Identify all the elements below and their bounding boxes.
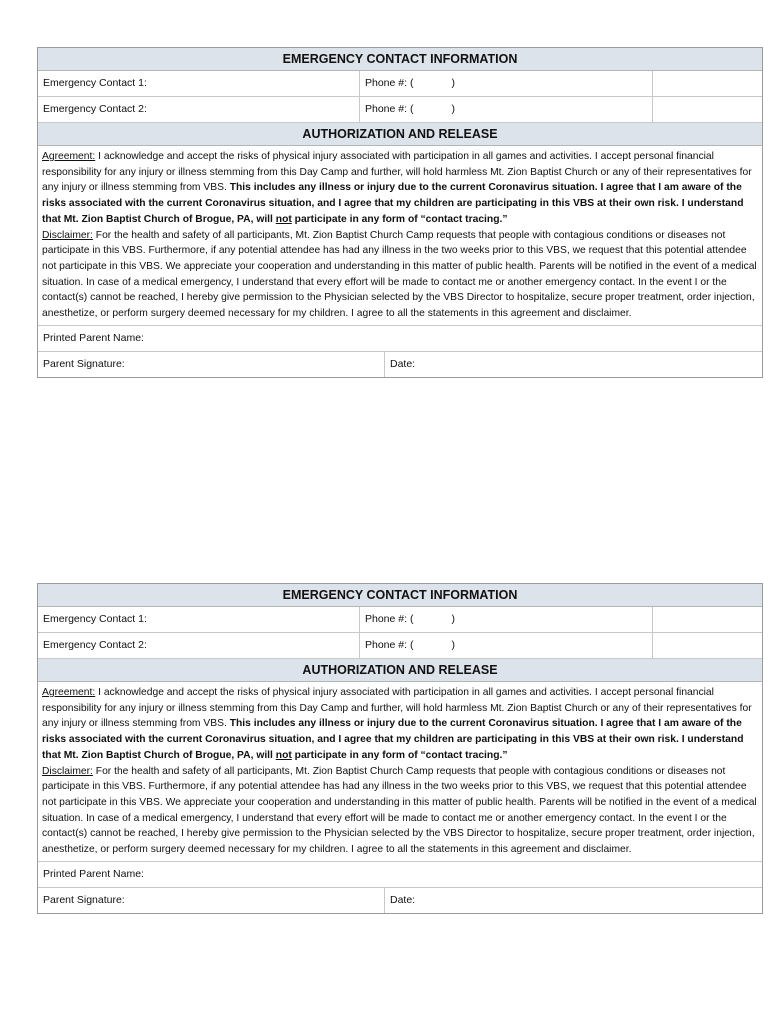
- emergency-contact-1-label: Emergency Contact 1:: [43, 613, 147, 625]
- release-form-2: [37, 583, 763, 914]
- emergency-contact-2-field[interactable]: [38, 633, 360, 658]
- phone-close-paren: ): [451, 613, 455, 625]
- disclaimer-text: For the health and safety of all participants, Mt. Zion Baptist Church Camp requests that people with contagious conditions or diseases not participate in this VBS. Furthermore, if any potential attendee has had any illness in the two weeks prior to this VBS, we request that this potential attendee not participate in this VBS. We appreciate your cooperation and understanding in this matter of public health. Parents will be notified in the event of a medical situation. In case of a medical emergency, I understand that every effort will be made to contact me or another emergency contact. In the event I or the contact(s) cannot be reached, I hereby give permission to the Physician selected by the VBS Director to hospitalize, secure proper treatment, order injection, anesthetize, or perform surgery deemed necessary for my children. I agree to all the statements in this agreement and disclaimer.: [42, 765, 757, 856]
- phone-2-field[interactable]: [360, 97, 653, 122]
- phone-1-field[interactable]: [360, 71, 653, 96]
- emergency-contact-2-row: [38, 633, 762, 659]
- emergency-contact-2-label: Emergency Contact 2:: [43, 639, 147, 651]
- emergency-contact-1-label: Emergency Contact 1:: [43, 77, 147, 89]
- phone-2-field[interactable]: [360, 633, 653, 658]
- agreement-not-word: not: [275, 749, 292, 761]
- phone-1-extra-field[interactable]: [653, 71, 762, 96]
- parent-signature-field[interactable]: [38, 352, 385, 377]
- phone-label: Phone #: (: [365, 613, 414, 625]
- phone-1-field[interactable]: [360, 607, 653, 632]
- agreement-disclaimer-text: [38, 682, 762, 862]
- printed-parent-name-field[interactable]: [38, 326, 762, 351]
- signature-row: [38, 888, 762, 913]
- parent-signature-field[interactable]: [38, 888, 385, 913]
- phone-2-extra-field[interactable]: [653, 97, 762, 122]
- phone-label: Phone #: (: [365, 103, 414, 115]
- emergency-contact-header: EMERGENCY CONTACT INFORMATION: [38, 48, 762, 71]
- authorization-header: AUTHORIZATION AND RELEASE: [38, 123, 762, 146]
- signature-row: [38, 352, 762, 377]
- agreement-text: I acknowledge and accept the risks of physical injury associated with participation in all games and activities. I accept personal financial responsibility for any injury or illness stemming from this Day Camp and further, will hold harmless Mt. Zion Baptist Church or any of their representatives for any injury or illness stemming from VBS.: [42, 151, 752, 194]
- agreement-bold-end: participate in any form of “contact tracing.”: [291, 749, 508, 761]
- agreement-text: I acknowledge and accept the risks of physical injury associated with participation in all games and activities. I accept personal financial responsibility for any injury or illness stemming from this Day Camp and further, will hold harmless Mt. Zion Baptist Church or any of their representatives for any injury or illness stemming from VBS.: [42, 687, 752, 730]
- emergency-contact-2-row: [38, 97, 762, 123]
- agreement-bold-text: This includes any illness or injury due to the current Coronavirus situation. I agree that I am aware of the risks associated with the current Coronavirus situation, and I agree that my children are participating in this VBS at their own risk. I understand that Mt. Zion Baptist Church of Brogue, PA, will: [42, 718, 744, 761]
- date-label: Date:: [390, 357, 416, 370]
- emergency-contact-header: EMERGENCY CONTACT INFORMATION: [38, 584, 762, 607]
- phone-1-extra-field[interactable]: [653, 607, 762, 632]
- emergency-contact-1-row: [38, 71, 762, 97]
- emergency-contact-2-field[interactable]: [38, 97, 360, 122]
- agreement-bold-text: This includes any illness or injury due to the current Coronavirus situation. I agree that I am aware of the risks associated with the current Coronavirus situation, and I agree that my children are participating in this VBS at their own risk. I understand that Mt. Zion Baptist Church of Brogue, PA, will: [42, 182, 744, 225]
- date-field[interactable]: [385, 352, 762, 377]
- phone-close-paren: ): [451, 77, 455, 89]
- printed-parent-name-field[interactable]: [38, 862, 762, 887]
- agreement-label: Agreement:: [42, 151, 96, 162]
- disclaimer-label: Disclaimer:: [42, 229, 93, 241]
- printed-name-row: [38, 326, 762, 352]
- emergency-contact-2-label: Emergency Contact 2:: [43, 103, 147, 115]
- agreement-disclaimer-text: [38, 146, 762, 326]
- authorization-header: AUTHORIZATION AND RELEASE: [38, 659, 762, 682]
- date-label: Date:: [390, 893, 416, 906]
- phone-label: Phone #: (: [365, 639, 414, 651]
- emergency-contact-1-field[interactable]: [38, 607, 360, 632]
- phone-2-extra-field[interactable]: [653, 633, 762, 658]
- parent-signature-label: Parent Signature:: [43, 357, 125, 370]
- emergency-contact-1-row: [38, 607, 762, 633]
- phone-close-paren: ): [451, 103, 455, 115]
- printed-name-row: [38, 862, 762, 888]
- disclaimer-text: For the health and safety of all participants, Mt. Zion Baptist Church Camp requests that people with contagious conditions or diseases not participate in this VBS. Furthermore, if any potential attendee has had any illness in the two weeks prior to this VBS, we request that this potential attendee not participate in this VBS. We appreciate your cooperation and understanding in this matter of public health. Parents will be notified in the event of a medical situation. In case of a medical emergency, I understand that every effort will be made to contact me or another emergency contact. In the event I or the contact(s) cannot be reached, I hereby give permission to the Physician selected by the VBS Director to hospitalize, secure proper treatment, order injection, anesthetize, or perform surgery deemed necessary for my children. I agree to all the statements in this agreement and disclaimer.: [42, 229, 757, 320]
- agreement-not-word: not: [275, 213, 292, 225]
- emergency-contact-1-field[interactable]: [38, 71, 360, 96]
- printed-parent-name-label: Printed Parent Name:: [43, 867, 144, 880]
- agreement-bold-end: participate in any form of “contact tracing.”: [291, 213, 508, 225]
- agreement-label: Agreement:: [42, 687, 96, 698]
- parent-signature-label: Parent Signature:: [43, 893, 125, 906]
- phone-close-paren: ): [451, 639, 455, 651]
- release-form-1: [37, 47, 763, 378]
- printed-parent-name-label: Printed Parent Name:: [43, 331, 144, 344]
- disclaimer-label: Disclaimer:: [42, 765, 93, 777]
- phone-label: Phone #: (: [365, 77, 414, 89]
- date-field[interactable]: [385, 888, 762, 913]
